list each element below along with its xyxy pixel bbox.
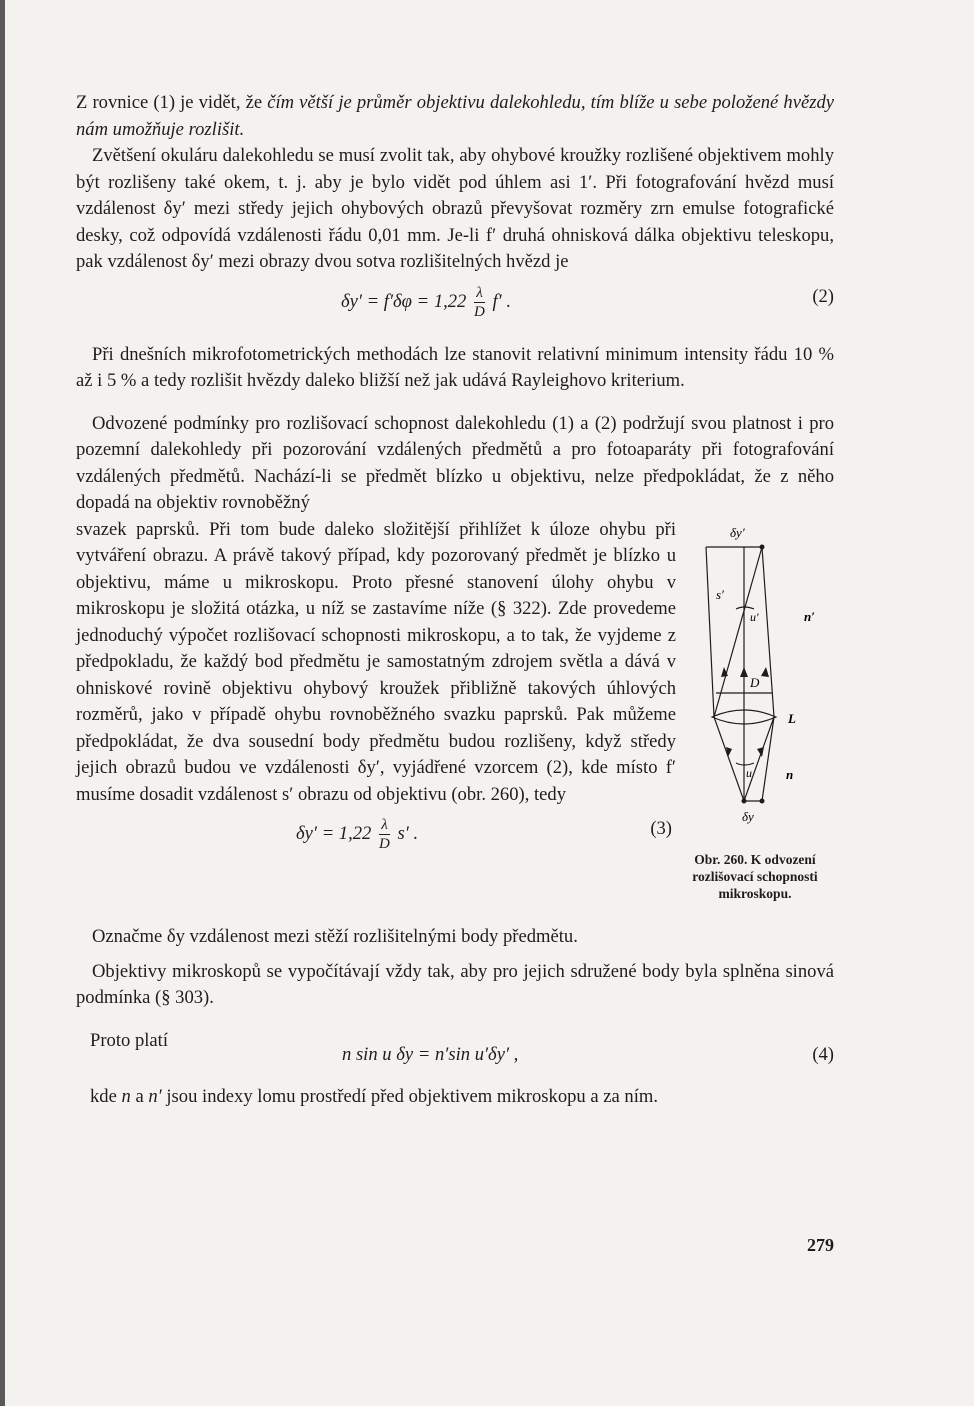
object-point-1 — [742, 798, 747, 803]
figure-caption: Obr. 260. K odvození rozlišovací schopnosti mikroskopu. — [692, 852, 818, 901]
eq4-math: n sin u δy = n′sin u′δy′ , — [342, 1044, 519, 1065]
label-L: L — [788, 710, 796, 726]
paragraph-2: Zvětšení okuláru dalekohledu se musí zvolit tak, aby ohybové kroužky rozlišené objektivem mohly být rozlišeny také okem, t. j. aby je bylo vidět pod úhlem asi 1′. Při fotografování hvězd musí vzdálenost δy′ mezi středy jejich ohybových obrazů převyšovat rozměry zrn emulse fotografické desky, což odpovídá vzdálenosti řádu 0,01 mm. Je-li f′ druhá ohnisková dálka objektivu teleskopu, pak vzdálenost δy′ mezi obrazy dvou sotva rozlišitelných hvězd je — [76, 145, 834, 272]
eq3-label: (3) — [650, 818, 672, 839]
book-page — [76, 80, 835, 1255]
ray-left2-upper — [706, 547, 714, 717]
paragraph-5: Označme δy vzdálenost mezi stěží rozlišitelnými body předmětu. — [92, 926, 578, 947]
emphasis-text: čím větší je průměr objektivu dalekohledu, tím blíže u sebe položené hvězdy nám umožňuje rozlišit. — [76, 92, 835, 140]
paragraph-1: Z rovnice (1) je vidět, že čím větší je průměr objektivu dalekohledu, tím blíže u sebe položené hvězdy nám umožňuje rozlišit. — [76, 92, 835, 140]
eq4-label: (4) — [812, 1044, 834, 1065]
ray-right-lower — [744, 717, 774, 801]
label-dy-prime: δy′ — [730, 524, 745, 540]
label-s-prime: s′ — [716, 586, 724, 602]
angle-u-arc — [736, 763, 754, 765]
label-n: n — [786, 766, 794, 782]
label-n-prime: n′ — [804, 608, 815, 624]
paragraph-4-continued: svazek paprsků. Při tom bude daleko složitější přihlížet k úloze ohybu při vytváření obrazu. A právě takový případ, kdy pozorovaný předmět je blízko u objektivu, máme u mikroskopu. Proto přesné stanovení úlohy ohybu v mikroskopu je složitá otázka, u níž se zastavíme níže (§ 322). Zde provedeme jednoduchý výpočet rozlišovací schopnosti mikroskopu, a to tak, že vyjdeme z předpokladu, že každý bod předmětu je samostatným zdrojem světla a dává v ohniskové rovině objektivu ohybový kroužek přibližně takových úhlových rozměrů, jako v případě ohybu rovnoběžného svazku paprsků. Pak můžeme předpokládat, že dva sousední body předmětu budou rozlišeny, když středy jejich obrazů budou ve vzdálenosti δy′, vyjádřené vzorcem (2), kde místo f′ musíme dosadit vzdálenost s′ obrazu od objektivu (obr. 260), tedy — [76, 518, 676, 805]
ray-right2-lower — [762, 717, 774, 801]
eq2-label: (2) — [812, 285, 834, 307]
ray-left-lower — [714, 717, 744, 801]
paragraph-4: Odvozené podmínky pro rozlišovací schopnost dalekohledu (1) a (2) podržují svou platnost i pro pozemní dalekohledy při pozorování vzdálených předmětů a pro fotoaparáty při fotografování vzdálených předmětů. Nachází-li se předmět blízko u objektivu, nelze předpokládat, že z něho dopadá na objektiv rovnoběžný — [76, 412, 834, 513]
arrow-right-icon — [761, 667, 769, 677]
equation-4 — [76, 1034, 834, 1078]
paragraph-3: Při dnešních mikrofotometrických methodách lze stanovit relativní minimum intensity řádu 10 % až i 5 % a tedy rozlišit hvězdy daleko bližší než jak udává Rayleighovo kriterium. — [76, 343, 834, 391]
label-dy: δy — [742, 808, 754, 824]
ray-left-upper — [714, 547, 762, 717]
equation-3 — [76, 808, 676, 852]
label-u-prime: u′ — [750, 609, 759, 624]
arrow-axis-icon — [740, 667, 748, 677]
eq3-left: δy′ = 1,22 — [296, 822, 372, 844]
equation-2 — [76, 276, 834, 320]
paragraph-8: kde n a n′ jsou indexy lomu prostředí před objektivem mikroskopu a za ním. — [90, 1086, 659, 1107]
eq2-fraction: $\frac{\lambda}{D}$ — [474, 284, 485, 320]
figure-260 — [676, 517, 834, 903]
paragraph-6: Objektivy mikroskopů se vypočítávají vždy tak, aby pro jejich sdružené body byla splněna sinová podmínka (§ 303). — [76, 960, 834, 1008]
page-edge-shadow — [0, 0, 5, 1406]
microscope-diagram — [676, 517, 834, 837]
eq3-fraction: $\frac{\lambda}{D}$ — [379, 817, 390, 852]
image-point — [760, 544, 765, 549]
eq2-right: f′ . — [492, 290, 512, 312]
label-D: D — [750, 674, 760, 690]
text-with-figure — [76, 517, 834, 903]
eq2-left: δy′ = f′δφ = 1,22 — [341, 290, 467, 312]
label-u: u — [746, 765, 752, 780]
page-number: 279 — [807, 1235, 834, 1255]
object-point-2 — [760, 798, 765, 803]
paragraph-7: Proto platí — [90, 1029, 168, 1051]
ray-right-upper — [762, 547, 774, 717]
eq3-right: s′ . — [397, 822, 419, 844]
